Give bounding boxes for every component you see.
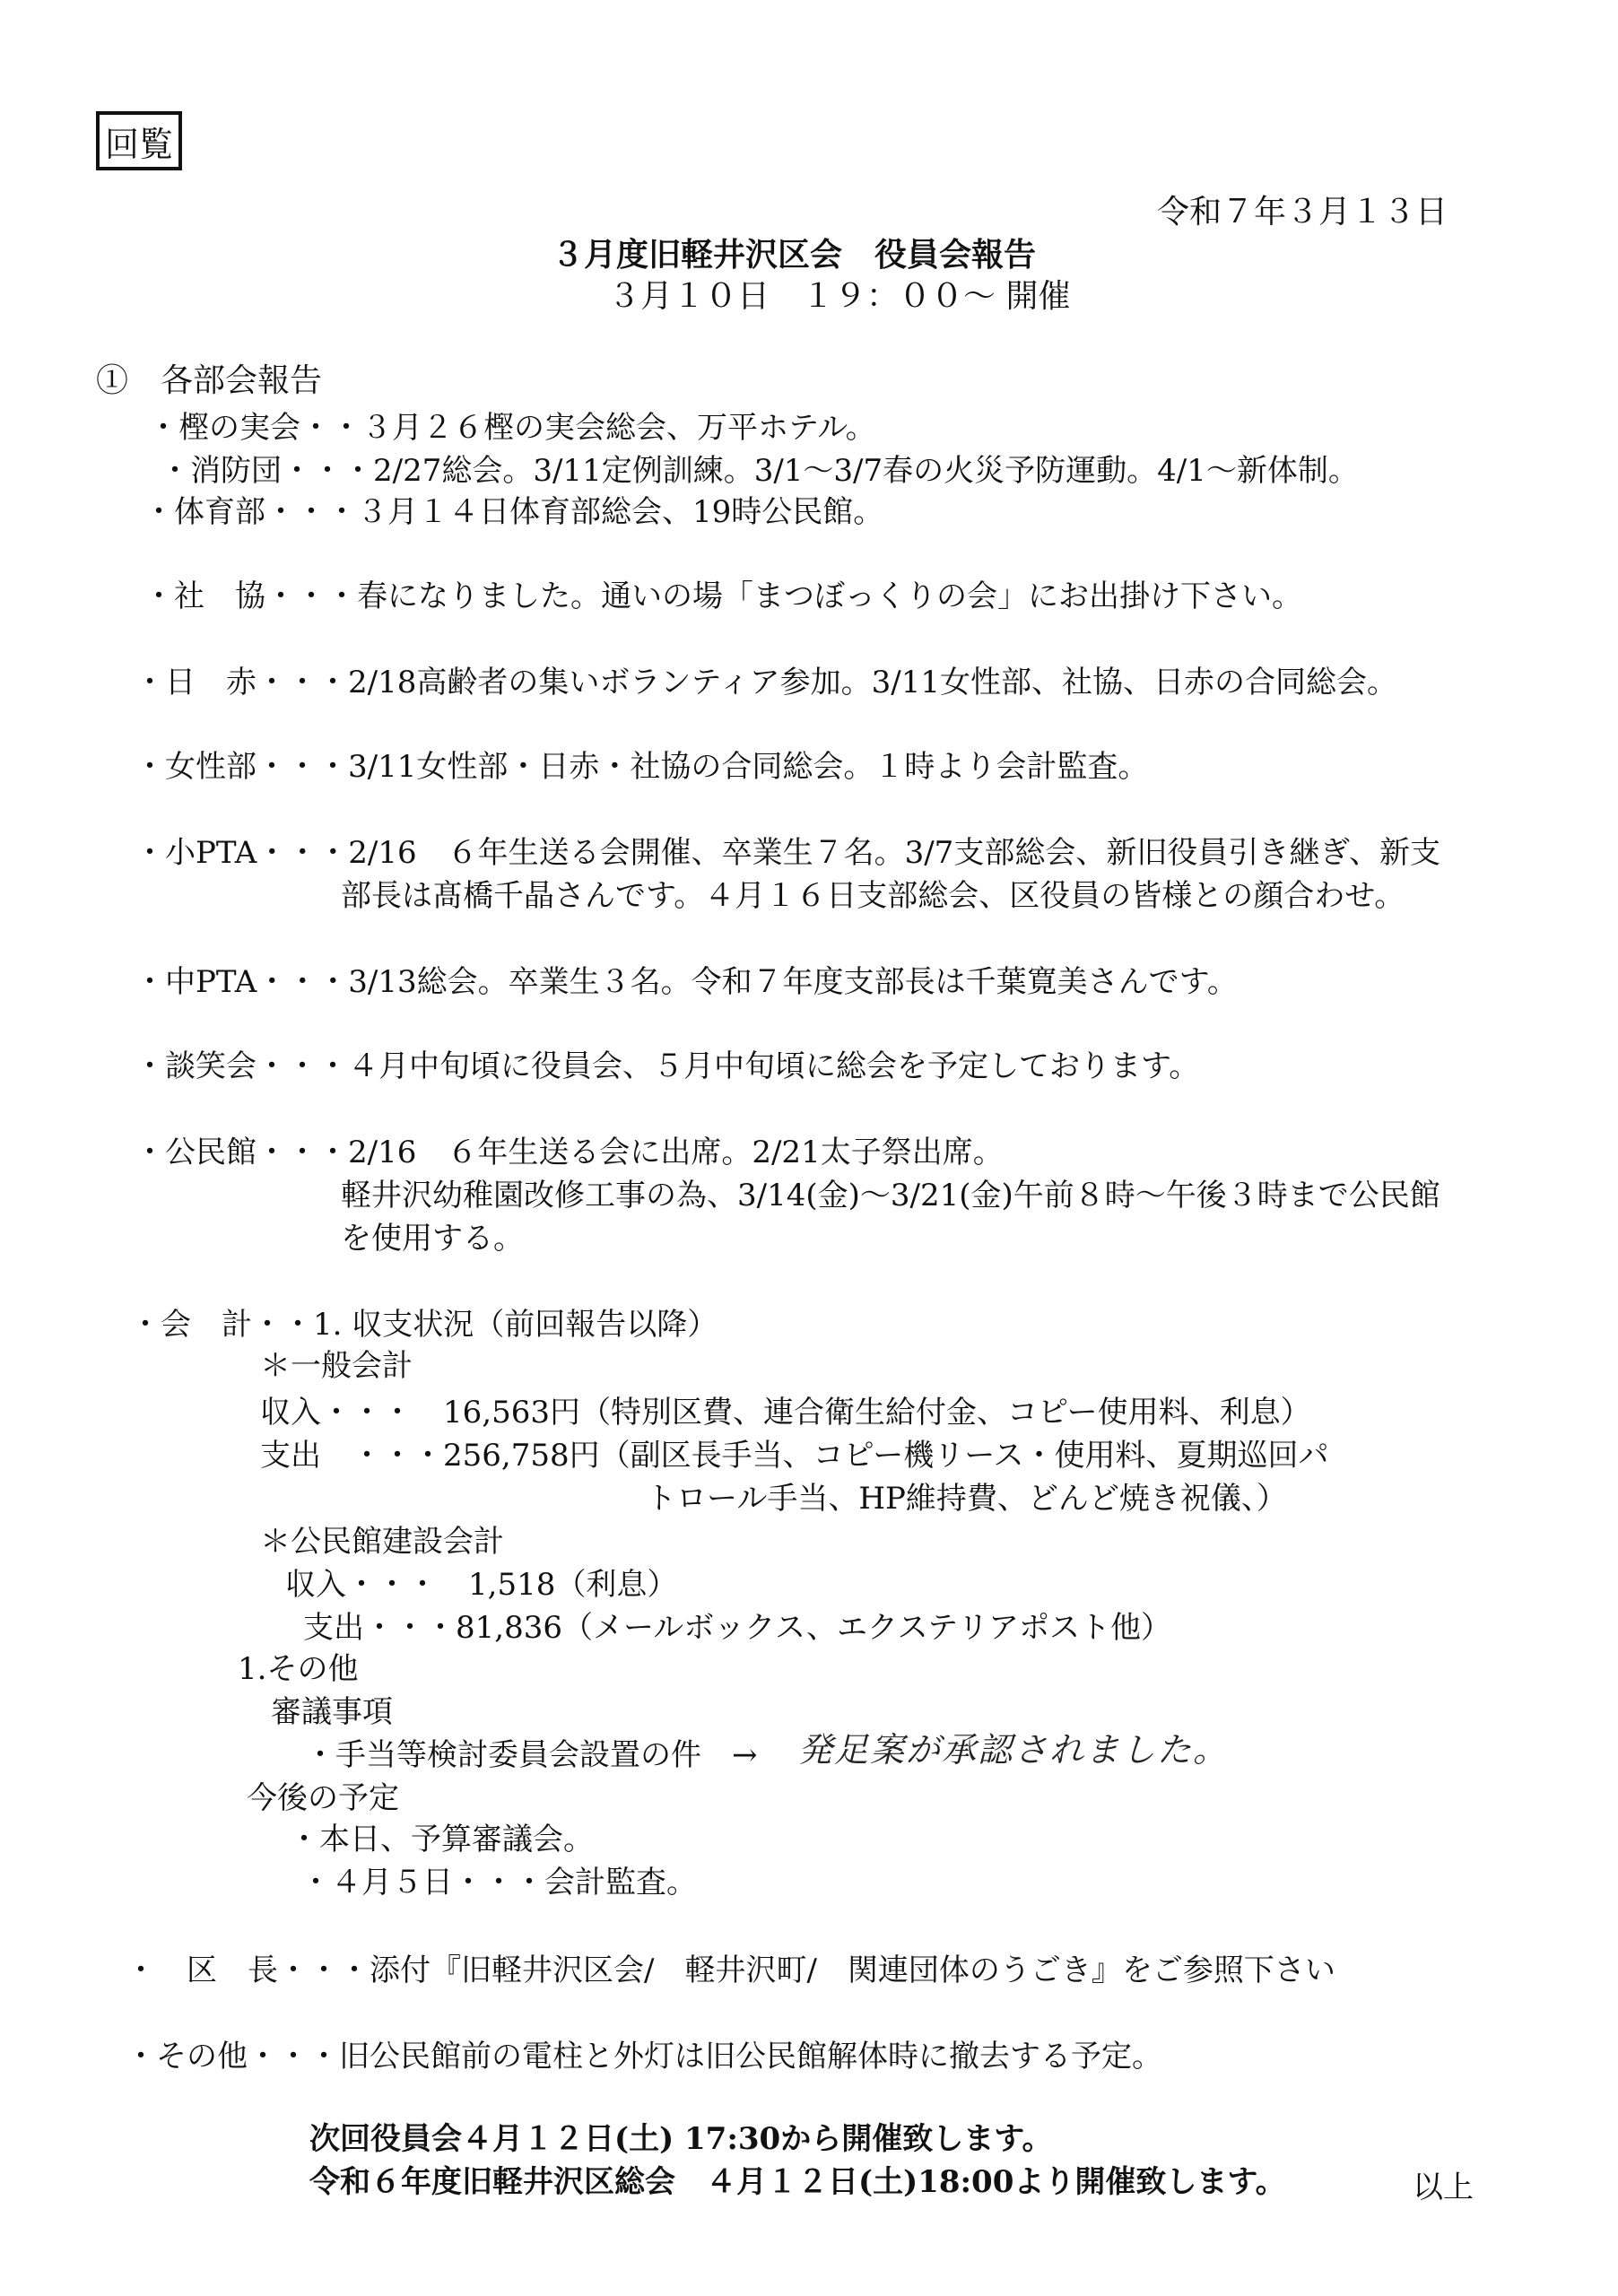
- schedule-april5: ・４月５日・・・会計監査。: [300, 1865, 697, 1900]
- report-josei: ・女性部・・・3/11女性部・日赤・社協の合同総会。１時より会計監査。: [135, 749, 1149, 785]
- document-title: ３月度旧軽井沢区会 役員会報告: [552, 236, 1037, 274]
- next-board-meeting: 次回役員会４月１２日(土) 17:30から開催致します。: [309, 2121, 1053, 2157]
- deliberation-item: ・手当等検討委員会設置の件 →: [305, 1737, 758, 1773]
- report-chu-pta: ・中PTA・・・3/13総会。卒業生３名。令和７年度支部長は千葉寛美さんです。: [135, 964, 1238, 1000]
- general-expense-line2: トロール手当、HP維持費、どんど焼き祝儀、）: [646, 1481, 1287, 1517]
- report-sho-pta-line1: ・小PTA・・・2/16 ６年生送る会開催、卒業生７名。3/7支部総会、新旧役員引き継ぎ、新支: [135, 835, 1440, 871]
- report-sho-pta-line2: 部長は髙橋千晶さんです。４月１６日支部総会、区役員の皆様との顔合わせ。: [341, 878, 1405, 914]
- general-income: 収入・・・ 16,563円（特別区費、連合衛生給付金、コピー使用料、利息）: [260, 1395, 1311, 1431]
- other-heading: 1.その他: [238, 1651, 359, 1687]
- circulation-stamp: 回覧: [96, 111, 182, 170]
- report-kuchou: ・ 区 長・・・添付『旧軽井沢区会/ 軽井沢町/ 関連団体のうごき』をご参照下さい: [126, 1952, 1335, 1988]
- general-account-heading: ＊一般会計: [260, 1348, 413, 1384]
- report-shoubou: ・消防団・・・2/27総会。3/11定例訓練。3/1～3/7春の火災予防運動。4/1～新体制。: [160, 453, 1359, 489]
- closing-ijou: 以上: [1413, 2170, 1474, 2205]
- deliberation-heading: 審議事項: [271, 1694, 393, 1730]
- report-nisseki: ・日 赤・・・2/18高齢者の集いボランティア参加。3/11女性部、社協、日赤の合同総会。: [135, 665, 1397, 700]
- report-taiiku: ・体育部・・・３月１４日体育部総会、19時公民館。: [144, 494, 884, 530]
- handwritten-note: 発足案が承認されました。: [798, 1730, 1230, 1770]
- construction-account-heading: ＊公民館建設会計: [260, 1524, 504, 1560]
- report-kouminkan-line2: 軽井沢幼稚園改修工事の為、3/14(金)～3/21(金)午前８時～午後３時まで公民館: [341, 1178, 1440, 1213]
- report-kouminkan-line1: ・公民館・・・2/16 ６年生送る会に出席。2/21太子祭出席。: [135, 1135, 1004, 1170]
- document-date: 令和７年３月１３日: [1157, 194, 1448, 230]
- report-danshou: ・談笑会・・・４月中旬頃に役員会、５月中旬頃に総会を予定しております。: [135, 1048, 1200, 1084]
- report-kouminkan-line3: を使用する。: [341, 1221, 524, 1257]
- meeting-datetime: ３月１０日 １９：００～ 開催: [608, 278, 1071, 315]
- schedule-heading: 今後の予定: [247, 1780, 399, 1816]
- report-shakyo: ・社 協・・・春になりました。通いの場「まつぼっくりの会」にお出掛け下さい。: [144, 578, 1302, 614]
- report-sonota: ・その他・・・旧公民館前の電柱と外灯は旧公民館解体時に撤去する予定。: [126, 2039, 1162, 2074]
- construction-income: 収入・・・ 1,518（利息）: [285, 1567, 678, 1603]
- next-general-meeting: 令和６年度旧軽井沢区総会 ４月１２日(土)18:00より開催致します。: [309, 2164, 1286, 2200]
- schedule-today: ・本日、予算審議会。: [289, 1822, 594, 1857]
- report-kaikei: ・会 計・・1. 収支状況（前回報告以降）: [130, 1307, 718, 1343]
- construction-expense: 支出・・・81,836（メールボックス、エクステリアポスト他）: [303, 1610, 1171, 1646]
- section-heading: ① 各部会報告: [96, 362, 323, 399]
- report-kashinomi: ・樫の実会・・３月２６樫の実会総会、万平ホテル。: [148, 410, 876, 446]
- general-expense-line1: 支出 ・・・256,758円（副区長手当、コピー機リース・使用料、夏期巡回パ: [260, 1438, 1329, 1474]
